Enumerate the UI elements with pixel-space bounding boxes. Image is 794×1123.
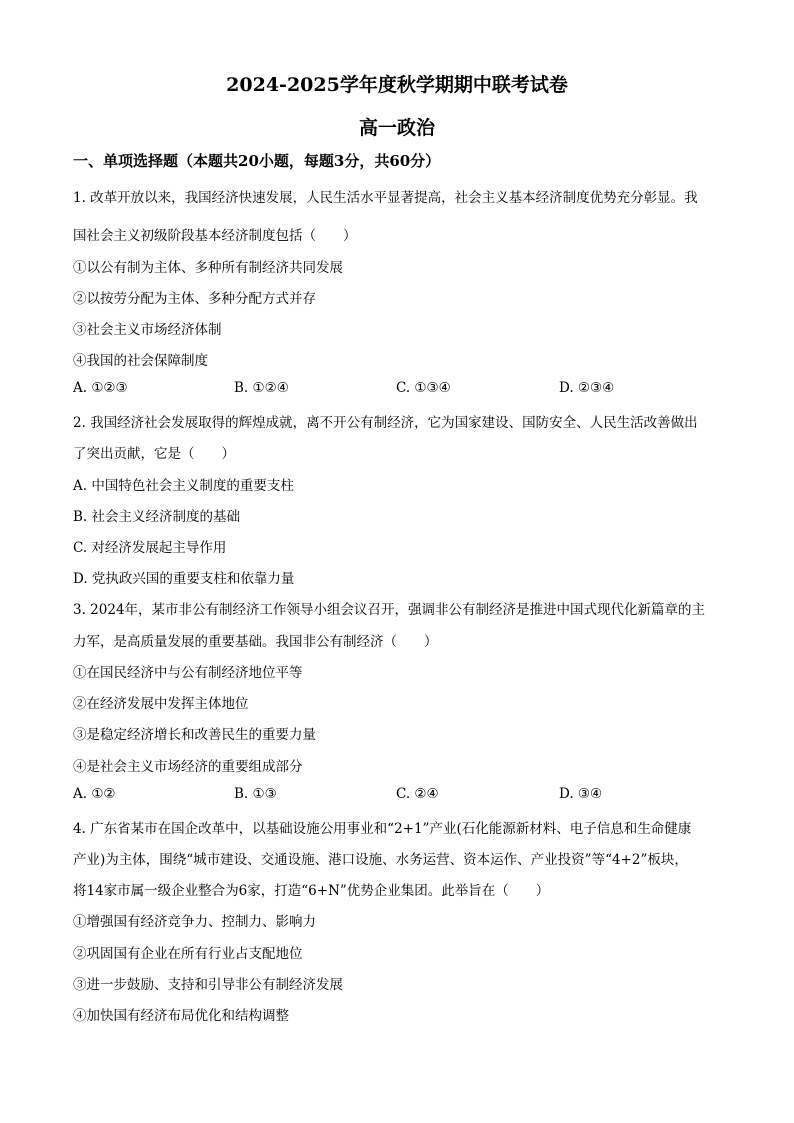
- q3-statement-3: ③是稳定经济增长和改善民生的重要力量: [73, 727, 316, 743]
- exam-title: 2024-2025学年度秋学期期中联考试卷: [226, 74, 568, 96]
- exam-subject: 高一政治: [358, 117, 435, 139]
- q1-stem-line1: 1. 改革开放以来，我国经济快速发展，人民生活水平显著提高，社会主义基本经济制度优势充分彰显。我: [73, 190, 698, 206]
- q1-option-a: A. ①②③: [73, 380, 128, 396]
- q1-statement-1: ①以公有制为主体、多种所有制经济共同发展: [73, 260, 343, 276]
- q3-statement-1: ①在国民经济中与公有制经济地位平等: [73, 665, 303, 681]
- q3-option-d: D. ③④: [559, 786, 603, 802]
- q4-statement-2: ②巩固国有企业在所有行业占支配地位: [73, 946, 303, 962]
- q2-option-d: D. 党执政兴国的重要支柱和依靠力量: [73, 571, 295, 587]
- q1-stem-line2: 国社会主义初级阶段基本经济制度包括（ ）: [73, 228, 357, 244]
- q1-statement-3: ③社会主义市场经济体制: [73, 322, 222, 338]
- q4-statement-4: ④加快国有经济布局优化和结构调整: [73, 1008, 289, 1024]
- q4-stem-line2: 产业)为主体，围绕“城市建设、交通设施、港口设施、水务运营、资本运作、产业投资”等“4+2”板块，: [73, 852, 688, 868]
- q1-option-d: D. ②③④: [559, 380, 615, 396]
- q2-option-c: C. 对经济发展起主导作用: [73, 540, 227, 556]
- q1-option-c: C. ①③④: [396, 380, 451, 396]
- q1-statement-2: ②以按劳分配为主体、多种分配方式并存: [73, 291, 316, 307]
- q2-option-b: B. 社会主义经济制度的基础: [73, 509, 241, 525]
- q3-statement-2: ②在经济发展中发挥主体地位: [73, 696, 249, 712]
- q4-stem-line3: 将14家市属一级企业整合为6家，打造“6+N”优势企业集团。此举旨在（ ）: [73, 883, 550, 899]
- q2-option-a: A. 中国特色社会主义制度的重要支柱: [73, 478, 294, 494]
- q3-statement-4: ④是社会主义市场经济的重要组成部分: [73, 759, 303, 775]
- q3-option-c: C. ②④: [396, 786, 439, 802]
- section-heading: 一、单项选择题（本题共20小题，每题3分，共60分）: [73, 152, 441, 170]
- q1-statement-4: ④我国的社会保障制度: [73, 353, 208, 369]
- q2-stem-line2: 了突出贡献，它是（ ）: [73, 446, 235, 462]
- q3-option-b: B. ①③: [234, 786, 277, 802]
- q2-stem-line1: 2. 我国经济社会发展取得的辉煌成就，离不开公有制经济，它为国家建设、国防安全、人民生活改善做出: [73, 415, 698, 431]
- q4-statement-1: ①增强国有经济竞争力、控制力、影响力: [73, 914, 316, 930]
- q1-option-b: B. ①②④: [234, 380, 289, 396]
- q3-option-a: A. ①②: [73, 786, 116, 802]
- q4-statement-3: ③进一步鼓励、支持和引导非公有制经济发展: [73, 977, 343, 993]
- q3-stem-line2: 力军，是高质量发展的重要基础。我国非公有制经济（ ）: [73, 634, 438, 650]
- q4-stem-line1: 4. 广东省某市在国企改革中，以基础设施公用事业和“2+1”产业(石化能源新材料、电子信息和生命健康: [73, 821, 692, 837]
- q3-stem-line1: 3. 2024年，某市非公有制经济工作领导小组会议召开，强调非公有制经济是推进中国式现代化新篇章的主: [73, 602, 706, 618]
